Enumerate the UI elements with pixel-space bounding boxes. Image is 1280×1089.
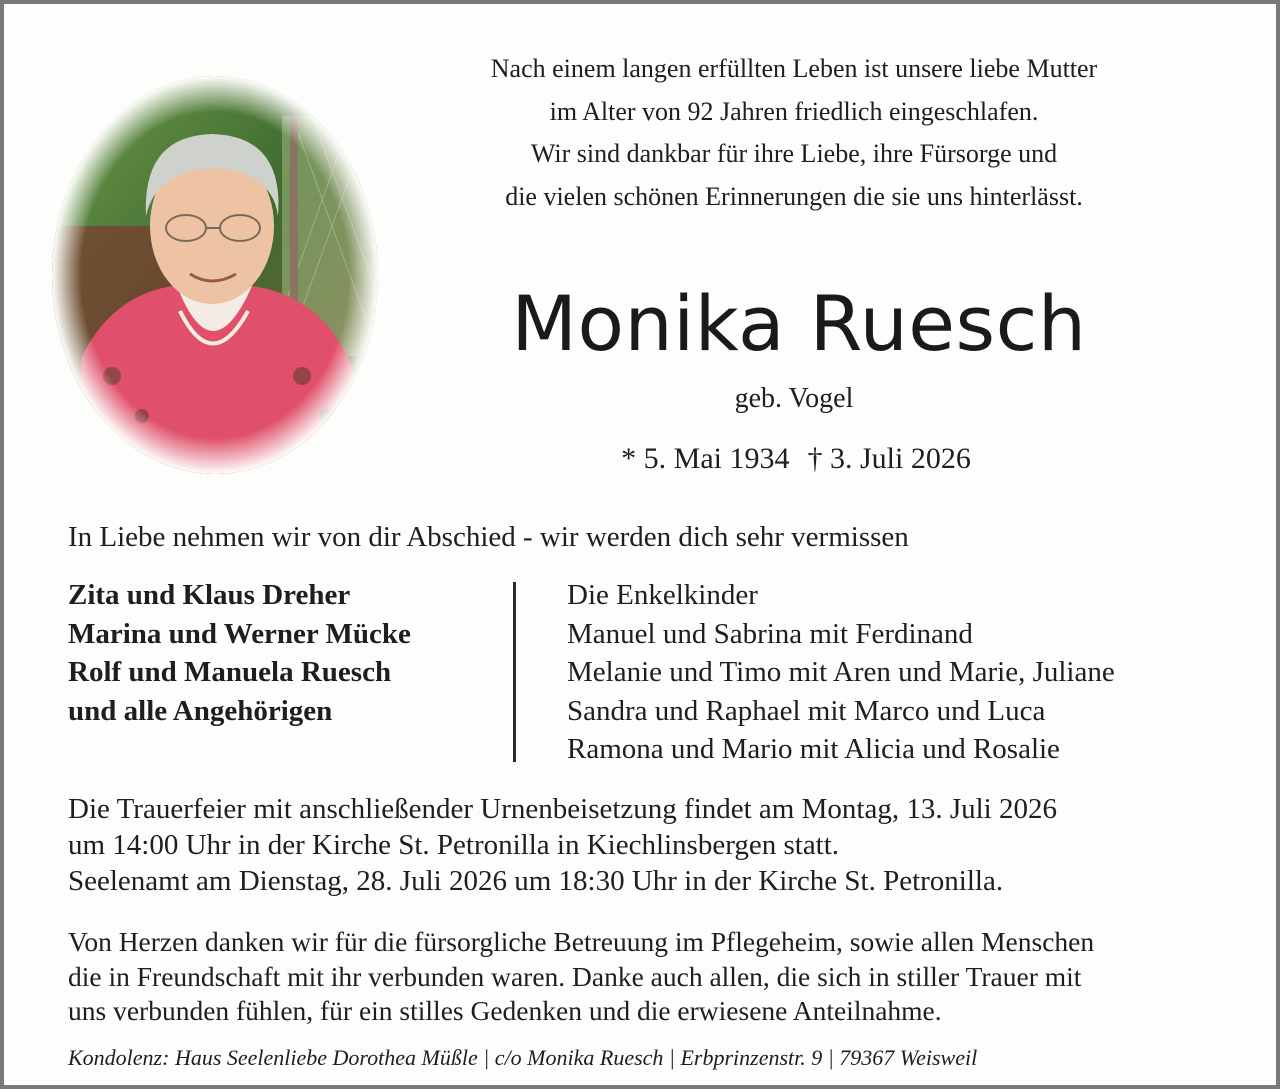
- thanks-line: Von Herzen danken wir für die fürsorgliche Betreuung im Pflegeheim, sowie allen Menschen: [68, 926, 1095, 957]
- column-divider: [513, 582, 516, 762]
- life-dates: [524, 440, 1068, 478]
- thanks-line: die in Freundschaft mit ihr verbunden waren. Danke auch allen, die sich in stiller Trauer mit: [68, 960, 1082, 992]
- family-item: Zita und Klaus Dreher: [68, 579, 351, 611]
- condolence-address: Kondolenz: Haus Seelenliebe Dorothea Müßle | c/o Monika Ruesch | Erbprinzenstr. 9 | 79367 Weisweil: [68, 1045, 978, 1070]
- deceased-name: Monika Ruesch: [511, 279, 1087, 368]
- grandchildren-item: Melanie und Timo mit Aren und Marie, Juliane: [567, 656, 1115, 688]
- family-list: [68, 576, 508, 730]
- intro-line: Nach einem langen erfüllten Leben ist unsere liebe Mutter: [490, 54, 1098, 83]
- grandchildren-item: Ramona und Mario mit Alicia und Rosalie: [567, 733, 1060, 765]
- intro-line: Wir sind dankbar für ihre Liebe, ihre Fürsorge und: [530, 139, 1058, 168]
- service-line: Seelenamt am Dienstag, 28. Juli 2026 um 18:30 Uhr in der Kirche St. Petronilla.: [68, 865, 1004, 897]
- death-date: † 3. Juli 2026: [807, 442, 971, 475]
- service-line: um 14:00 Uhr in der Kirche St. Petronilla in Kiechlinsbergen statt.: [68, 829, 840, 861]
- service-info: [68, 791, 1258, 899]
- thanks-text: [68, 925, 1258, 1029]
- thanks-line: uns verbunden fühlen, für ein stilles Gedenken und die erwiesene Anteilnahme.: [68, 995, 942, 1026]
- grandchildren-item: Sandra und Raphael mit Marco und Luca: [567, 694, 1046, 727]
- intro-line: die vielen schönen Erinnerungen die sie uns hinterlässt.: [505, 181, 1083, 211]
- farewell-text: In Liebe nehmen wir von dir Abschied - wir werden dich sehr vermissen: [68, 521, 909, 553]
- family-item: Rolf und Manuela Ruesch: [68, 656, 392, 688]
- service-line: Die Trauerfeier mit anschließender Urnenbeisetzung findet am Montag, 13. Juli 2026: [68, 793, 1057, 825]
- portrait-photo: [52, 76, 378, 474]
- intro-text: [384, 48, 1204, 218]
- family-item: Marina und Werner Mücke: [68, 617, 411, 650]
- grandchildren-heading: Die Enkelkinder: [567, 579, 758, 611]
- birth-date: * 5. Mai 1934: [621, 442, 790, 475]
- family-item: und alle Angehörigen: [68, 694, 333, 727]
- maiden-name: geb. Vogel: [734, 383, 854, 414]
- intro-line: im Alter von 92 Jahren friedlich eingeschlafen.: [549, 96, 1039, 126]
- grandchildren-list: [567, 576, 1267, 769]
- grandchildren-item: Manuel und Sabrina mit Ferdinand: [567, 617, 973, 650]
- portrait-image: [52, 76, 378, 474]
